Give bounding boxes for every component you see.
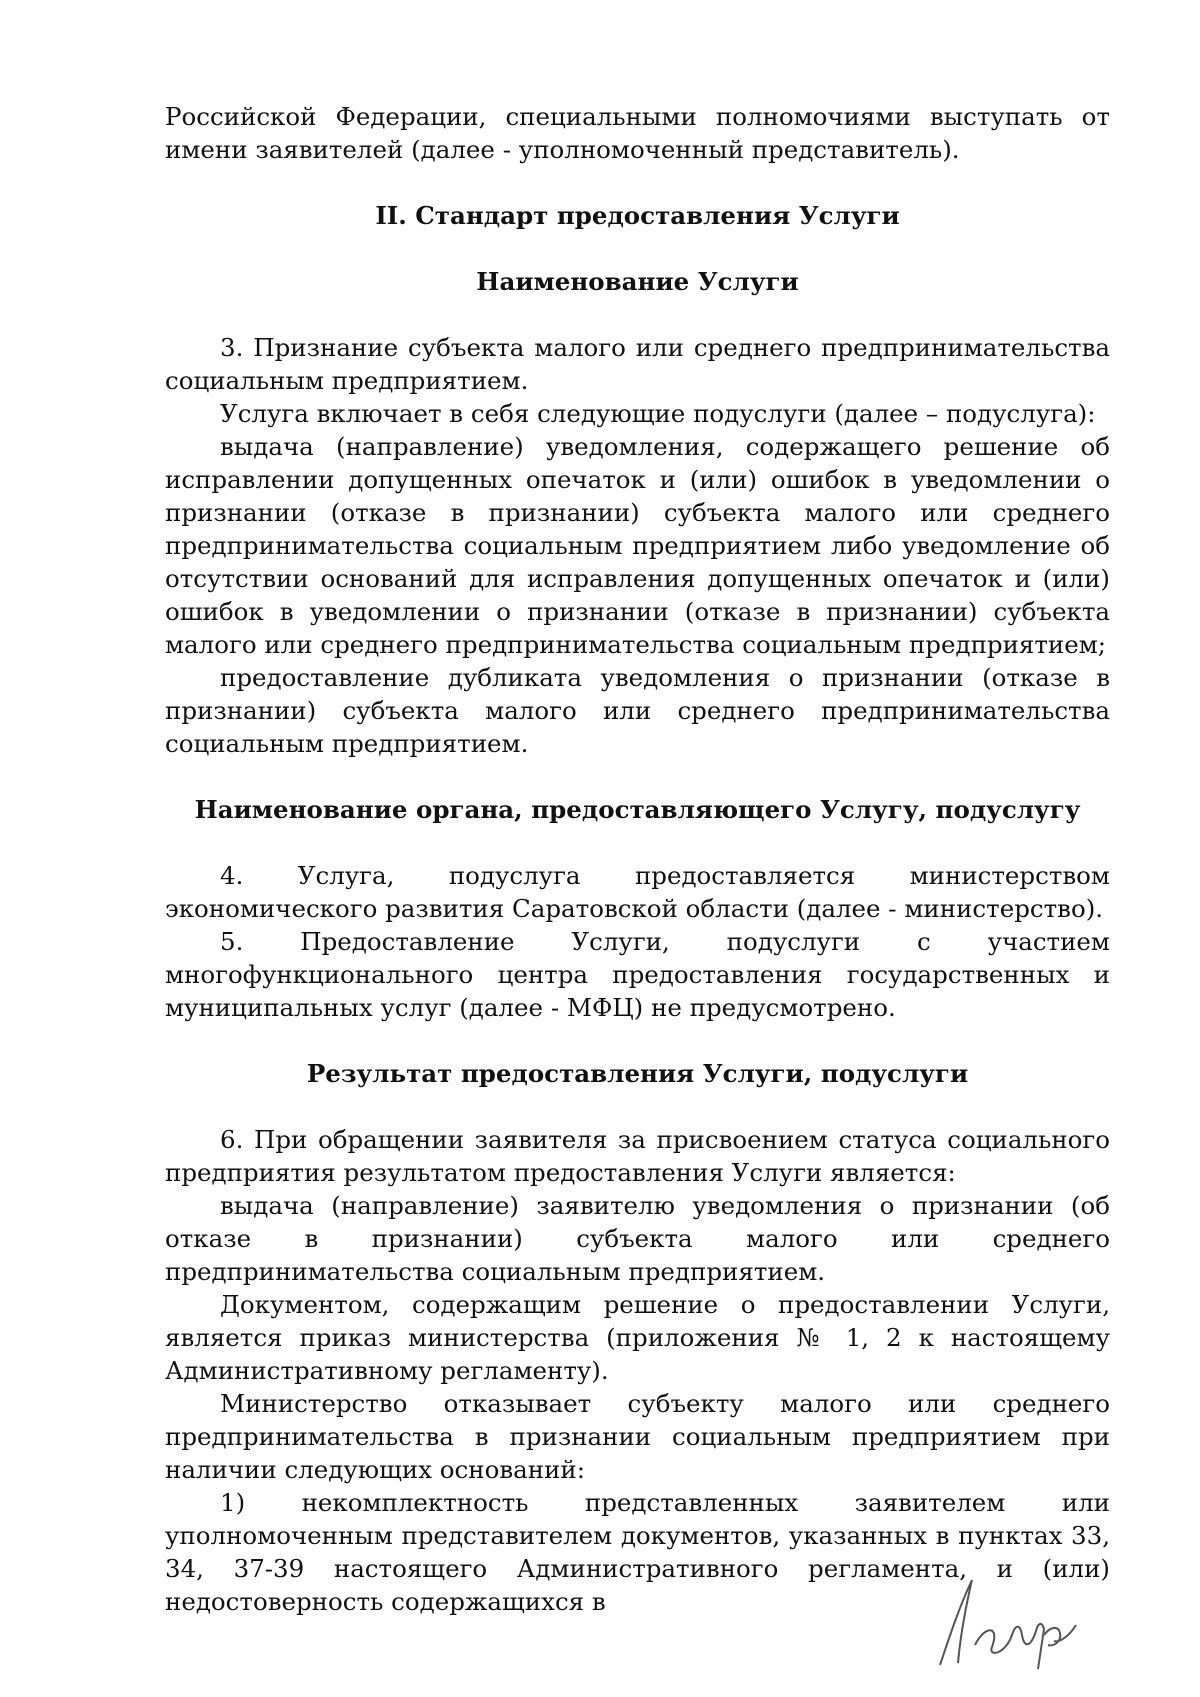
paragraph-6: 6. При обращении заявителя за присвоением статуса социального предприятия результатом предоставления Услуги является: <box>165 1125 1110 1187</box>
subheading-organ: Наименование органа, предоставляющего Услугу, подуслугу <box>194 795 1081 824</box>
subheading-result: Результат предоставления Услуги, подуслуги <box>306 1059 969 1088</box>
subheading-service-name: Наименование Услуги <box>476 267 799 296</box>
section-heading-standard: II. Стандарт предоставления Услуги <box>375 201 900 230</box>
document-body <box>165 100 1110 1618</box>
paragraph-3-subservice-2: предоставление дубликата уведомления о признании (отказе в признании) субъекта малого или среднего предпринимательства социальным предприятием. <box>165 663 1110 758</box>
paragraph-6-ground-1: 1) некомплектность представленных заявителем или уполномоченным представителем документов, указанных в пунктах 33, 34, 37-39 настоящего Административного регламента, и (или) недостоверность содержащихся в <box>165 1488 1110 1616</box>
paragraph-5: 5. Предоставление Услуги, подуслуги с участием многофункционального центра предоставления государственных и муниципальных услуг (далее - МФЦ) не предусмотрено. <box>165 927 1110 1022</box>
paragraph-3: 3. Признание субъекта малого или среднего предпринимательства социальным предприятием. <box>165 333 1110 395</box>
intro-paragraph: Российской Федерации, специальными полномочиями выступать от имени заявителей (далее - уполномоченный представитель). <box>165 102 1110 164</box>
paragraph-3-subservices: Услуга включает в себя следующие подуслуги (далее – подуслуга): <box>220 399 1096 428</box>
paragraph-4: 4. Услуга, подуслуга предоставляется министерством экономического развития Саратовской области (далее - министерство). <box>165 861 1110 923</box>
paragraph-6-refusal: Министерство отказывает субъекту малого или среднего предпринимательства в признании социальным предприятием при наличии следующих оснований: <box>165 1389 1110 1484</box>
paragraph-6-issuance: выдача (направление) заявителю уведомления о признании (об отказе в признании) субъекта малого или среднего предпринимательства социальным предприятием. <box>165 1191 1110 1286</box>
paragraph-6-document: Документом, содержащим решение о предоставлении Услуги, является приказ министерства (приложения № 1, 2 к настоящему Административному регламенту). <box>165 1290 1110 1385</box>
paragraph-3-subservice-1: выдача (направление) уведомления, содержащего решение об исправлении допущенных опечаток и (или) ошибок в уведомлении о признании (отказе в признании) субъекта малого или среднего предпринимательства социальным предприятием либо уведомление об отсутствии оснований для исправления допущенных опечаток и (или) ошибок в уведомлении о признании (отказе в признании) субъекта малого или среднего предпринимательства социальным предприятием; <box>165 432 1110 659</box>
handwritten-signature-icon <box>920 1565 1090 1675</box>
